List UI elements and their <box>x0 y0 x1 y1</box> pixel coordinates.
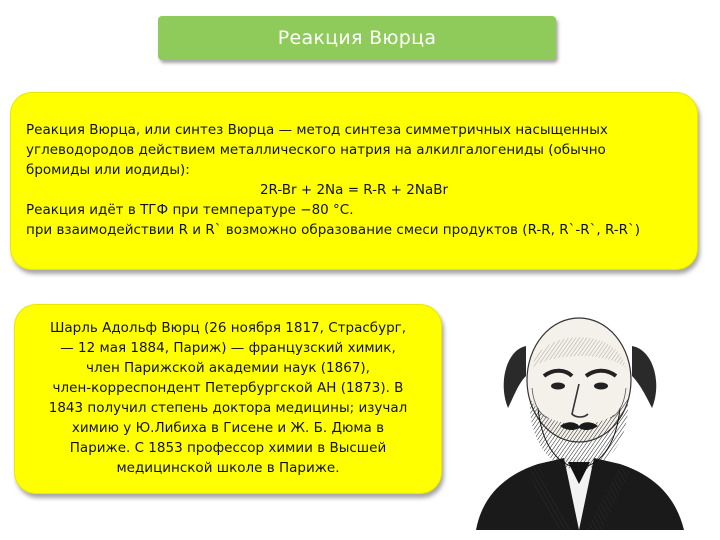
slide-title-text: Реакция Вюрца <box>277 27 437 49</box>
bio-line: медицинской школе в Париже. <box>116 460 340 476</box>
bio-line: Париже. С 1853 профессор химии в Высшей <box>69 440 387 456</box>
reaction-equation: 2R-Br + 2Na = R-R + 2NaBr <box>259 182 449 198</box>
reaction-line: бромиды или иодиды): <box>26 162 190 178</box>
reaction-line: углеводородов действием металлического натрия на алкилгалогениды (обычно <box>26 142 606 158</box>
reaction-line: при взаимодействии R и R` возможно образование смеси продуктов (R-R, R`-R`, R-R`) <box>26 222 641 238</box>
reaction-description-box <box>10 92 698 270</box>
biography-box <box>14 304 442 494</box>
bio-line: член-корреспондент Петербургской АН (1873). В <box>52 380 404 396</box>
bio-line: 1843 получил степень доктора медицины; изучал <box>48 400 408 416</box>
slide-title <box>158 16 556 60</box>
portrait-engraving-icon <box>468 298 690 530</box>
reaction-line: Реакция идёт в ТГФ при температуре −80 °С. <box>26 202 354 218</box>
bio-line: член Парижской академии наук (1867), <box>86 360 370 376</box>
bio-line: — 12 мая 1884, Париж) — французский химик, <box>60 340 396 356</box>
bio-line: Шарль Адольф Вюрц (26 ноября 1817, Страсбург, <box>49 320 407 336</box>
reaction-line: Реакция Вюрца, или синтез Вюрца — метод синтеза симметричных насыщенных <box>26 122 608 138</box>
bio-line: химию у Ю.Либиха в Гисене и Ж. Б. Дюма в <box>71 420 385 436</box>
